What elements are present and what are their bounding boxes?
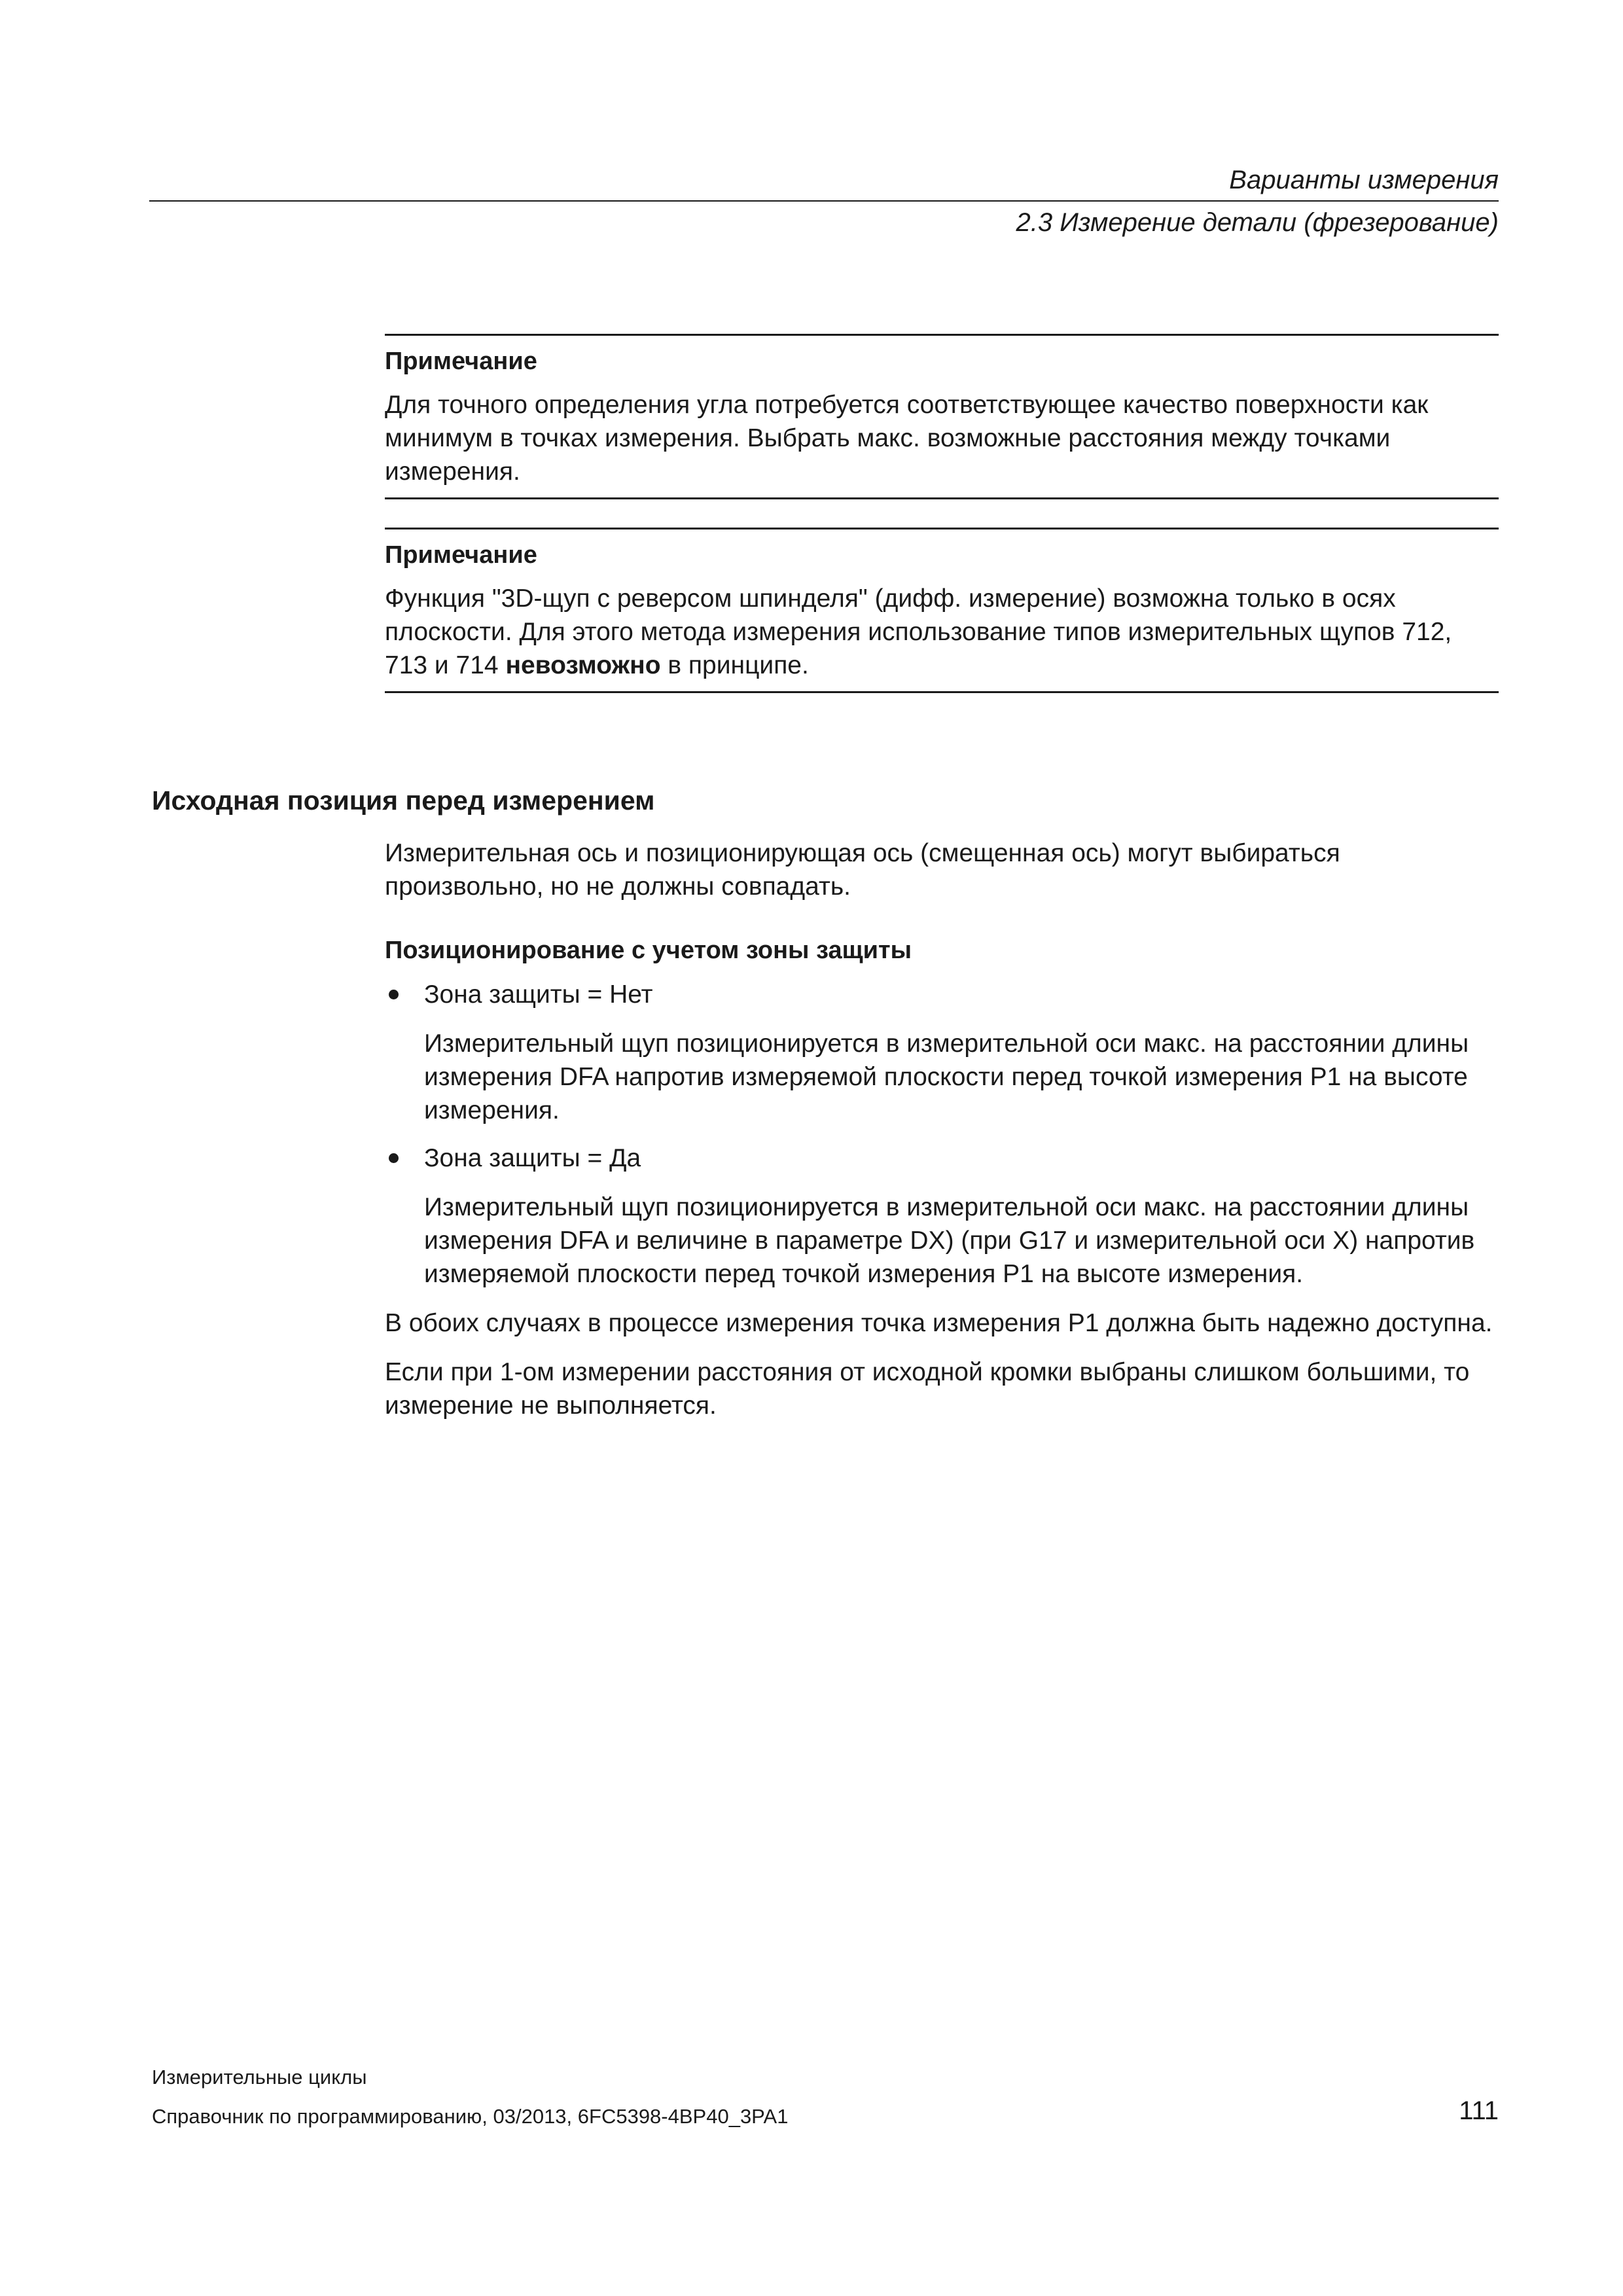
bullet-dot-icon <box>389 1153 399 1163</box>
page-number: 111 <box>1459 2096 1499 2125</box>
section-intro: Измерительная ось и позиционирующая ось (смещенная ось) могут выбираться произвольно, но не должны совпадать. <box>385 839 1340 901</box>
header-chapter-title: Варианты измерения <box>1229 166 1499 194</box>
note-text: Для точного определения угла потребуется соответствующее качество поверхности как минимум в точках измерения. Выбрать макс. возможные расстояния между точками измерения. <box>385 391 1429 486</box>
note-box-2 <box>385 528 1499 693</box>
note-text-start: Функция "3D-щуп с реверсом шпинделя" (дифф. измерение) возможна только в осях плоскости. Для этого метода измерения использование типов измерительных щупов 712, 713 и 714 <box>385 584 1452 679</box>
bullet-detail: Измерительный щуп позиционируется в измерительной оси макс. на расстоянии длины измерения DFA и величине в параметре DX) (при G17 и измерительной оси X) напротив измеряемой плоскости перед точкой измерения P1 на высоте измерения. <box>424 1193 1475 1288</box>
footer-title: Измерительные циклы <box>152 2066 367 2089</box>
bullet-label: Зона защиты = Нет <box>424 980 653 1009</box>
bullet-item <box>385 1141 1499 1175</box>
note-box-1 <box>385 334 1499 499</box>
section-body <box>385 836 1499 1422</box>
note-text-end: в принципе. <box>660 651 809 679</box>
header-rule <box>149 200 1499 202</box>
note-text <box>385 582 1499 682</box>
note-title: Примечание <box>385 541 537 569</box>
note-title: Примечание <box>385 348 537 375</box>
bullet-dot-icon <box>389 990 399 999</box>
paragraph: В обоих случаях в процессе измерения точка измерения P1 должна быть надежно доступна. <box>385 1309 1493 1337</box>
bullet-label: Зона защиты = Да <box>424 1144 641 1172</box>
section-subheading: Позиционирование с учетом зоны защиты <box>385 937 912 964</box>
header-section-title: 2.3 Измерение детали (фрезерование) <box>1016 208 1499 237</box>
paragraph: Если при 1-ом измерении расстояния от исходной кромки выбраны слишком большими, то измерение не выполняется. <box>385 1358 1470 1420</box>
note-text-emphasis: невозможно <box>505 651 661 679</box>
section-heading: Исходная позиция перед измерением <box>152 785 655 816</box>
bullet-item <box>385 978 1499 1011</box>
footer-reference: Справочник по программированию, 03/2013, 6FC5398-4BP40_3PA1 <box>152 2105 789 2128</box>
bullet-detail: Измерительный щуп позиционируется в измерительной оси макс. на расстоянии длины измерения DFA напротив измеряемой плоскости перед точкой измерения P1 на высоте измерения. <box>424 1030 1469 1124</box>
